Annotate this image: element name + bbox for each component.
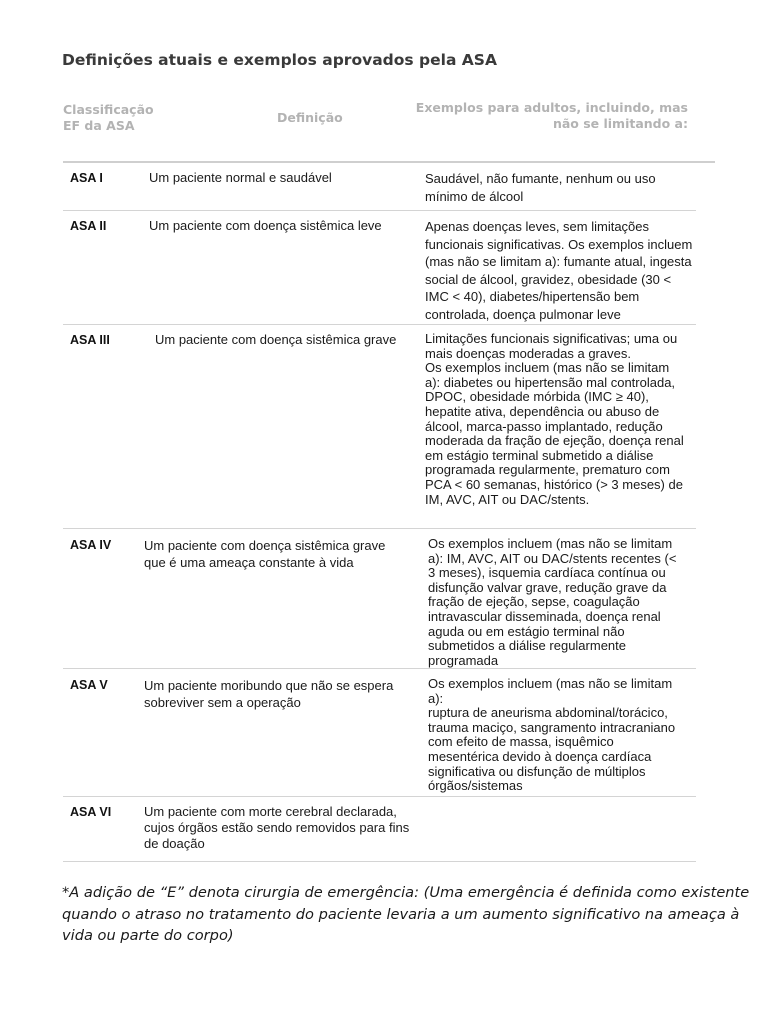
row-divider [63,210,696,211]
header-classification: Classificação EF da ASA [63,102,154,133]
row-class-label: ASA V [70,678,108,692]
row-definition: Um paciente com morte cerebral declarada, cujos órgãos estão sendo removidos para fins de doação [144,804,410,851]
page-title: Definições atuais e exemplos aprovados pela ASA [62,51,497,69]
row-examples: Saudável, não fumante, nenhum ou uso mínimo de álcool [425,171,656,204]
header-definition: Definição [277,110,343,125]
footnote: *A adição de “E” denota cirurgia de emergência: (Uma emergência é definida como existente quando o atraso no tratamento do paciente levaria a um aumento significativo na ameaça à vida ou parte do corpo) [62,884,750,944]
row-definition: Um paciente com doença sistêmica grave [155,332,397,347]
row-examples: Os exemplos incluem (mas não se limitam a): ruptura de aneurisma abdominal/torácico, trauma maciço, sangramento intracraniano com efeito de massa, isquêmico mesentérica devido à doença cardíaca significativa ou disfunção de múltiplos órgãos/sistemas [428,676,676,794]
row-class-label: ASA VI [70,805,112,819]
row-definition: Um paciente com doença sistêmica grave que é uma ameaça constante à vida [144,538,386,570]
row-examples [425,332,725,507]
row-examples: Os exemplos incluem (mas não se limitam a): IM, AVC, AIT ou DAC/stents recentes (< 3 meses), isquemia cardíaca contínua ou disfunção valvar grave, redução grave da fração de ejeção, sepse, coagulação intravascular disseminada, doença renal aguda ou em estágio terminal não submetidos a diálise regularmente programada [428,536,677,668]
row-definition: Um paciente moribundo que não se espera sobreviver sem a operação [144,678,394,710]
row-divider [63,796,696,797]
row-class-label: ASA II [70,219,107,233]
row-divider [63,861,696,862]
row-divider [63,668,696,669]
row-examples: Apenas doenças leves, sem limitações funcionais significativas. Os exemplos incluem (mas não se limitam a): fumante atual, ingesta social de álcool, gravidez, obesidade (30 < IMC < 40), diabetes/hipertensão bem controlada, doença pulmonar leve [425,219,693,322]
row-divider [63,324,696,325]
row-class-label: ASA III [70,333,110,347]
header-divider [63,161,715,163]
header-examples: Exemplos para adultos, incluindo, mas não se limitando a: [415,100,688,131]
row-divider [63,528,696,529]
row-class-label: ASA I [70,171,103,185]
row-examples-lead: Limitações funcionais significativas; uma ou mais doenças moderadas a graves. [425,331,678,361]
row-examples-body: Os exemplos incluem (mas não se limitam a): diabetes ou hipertensão mal controlada, DPOC, obesidade mórbida (IMC ≥ 40), hepatite ativa, dependência ou abuso de álcool, marca-passo implantado, redução moderada da fração de ejeção, doença renal em estágio terminal submetido a diálise programada regularmente, prematuro com PCA < 60 semanas, histórico (> 3 meses) de IM, AVC, AIT ou DAC/stents. [425,360,684,507]
row-definition: Um paciente normal e saudável [149,170,332,185]
row-definition: Um paciente com doença sistêmica leve [149,218,382,233]
row-class-label: ASA IV [70,538,112,552]
